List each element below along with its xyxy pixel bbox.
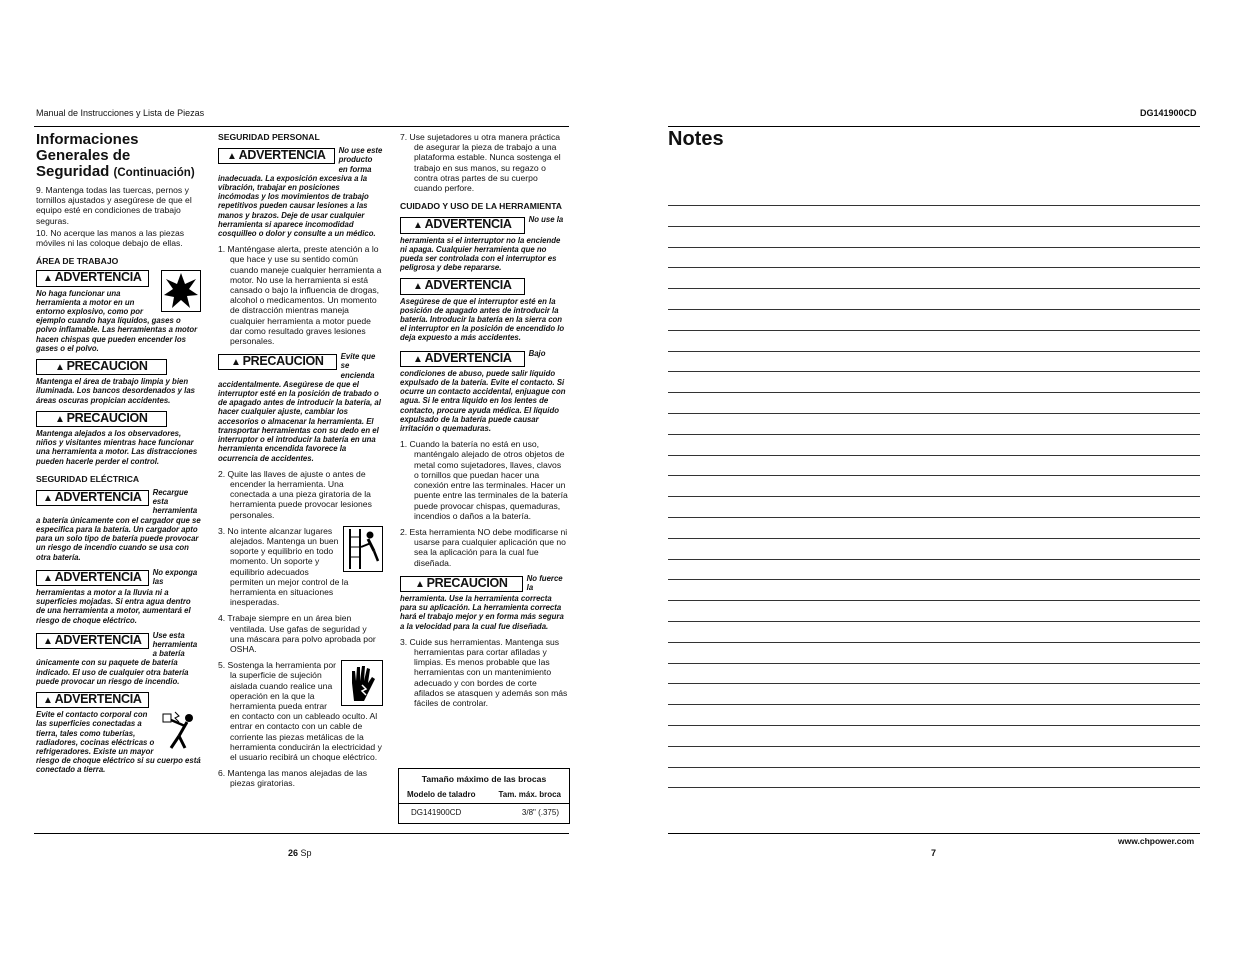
- notes-line: [668, 579, 1200, 580]
- warning-block: [36, 270, 201, 353]
- table-header: [399, 790, 569, 799]
- notes-line: [668, 351, 1200, 352]
- title-main: Informaciones Generales de Seguridad: [36, 131, 139, 180]
- list-item: 4. Trabaje siempre en un área bien ventilada. Use gafas de seguridad y una máscara para polvo aprobada por OSHA.: [218, 613, 376, 654]
- notes-line: [668, 725, 1200, 726]
- warning-block: [36, 488, 201, 562]
- list-item: 3. No intente alcanzar lugares alejados. Mantenga un buen soporte y equilibrio en todo momento. Un soporte y equilibrio adecuados permiten un mejor control de la herramienta en situaciones inesperadas.: [218, 525, 349, 608]
- notes-line: [668, 621, 1200, 622]
- top-rule-left: [34, 126, 569, 127]
- warning-block: [400, 349, 568, 434]
- notes-line: [668, 746, 1200, 747]
- warning-text: No use este producto en forma inadecuada. La exposición excesiva a la vibración, trabajar en posiciones incómodas y los movimientos de trabajo repetitivos pueden causar lesiones a las manos y brazos. Deje de usar cualquier herramienta si aparece incomodidad cosquilleo o dolor y consulte a un médico.: [218, 146, 383, 239]
- bottom-rule-right: [668, 833, 1200, 834]
- warning-badge: ▲ ADVERTENCIA: [400, 351, 525, 367]
- notes-line: [668, 205, 1200, 206]
- warning-text: No use la herramienta si el interruptor no la enciende ni apaga. Cualquier herramienta que no pueda ser controlada con el interruptor es peligrosa y debe repararse.: [400, 215, 564, 273]
- caution-text: Mantenga el área de trabajo limpia y bien iluminada. Los bancos desordenados y las áreas oscuras propician accidentes.: [36, 377, 196, 405]
- notes-line: [668, 767, 1200, 768]
- title-continued: (Continuación): [113, 167, 195, 179]
- list-item-with-picture: [218, 526, 383, 608]
- notes-line: [668, 475, 1200, 476]
- list-item: 7. Use sujetadores u otra manera práctica de asegurar la pieza de trabajo a una plataforma estable. Nunca sostenga el trabajo en sus manos, su regazo o contra otras partes de su cuerpo cuando perfore.: [400, 132, 561, 194]
- notes-line: [668, 559, 1200, 560]
- section-care: CUIDADO Y USO DE LA HERRAMIENTA: [400, 201, 563, 212]
- warning-text: Use esta herramienta a batería únicamente con su paquete de batería indicado. El uso de cualquier otra batería puede provocar un riesgo de incendio.: [36, 630, 198, 686]
- warning-block: [400, 215, 568, 272]
- list-item: 10. No acerque las manos a las piezas móviles ni las coloque debajo de ellas.: [36, 227, 185, 249]
- notes-line: [668, 226, 1200, 227]
- warning-block: [36, 568, 201, 625]
- left-page-number: 26 Sp: [288, 848, 312, 858]
- list-item: 9. Mantenga todas las tuercas, pernos y tornillos ajustados y asegúrese de que el equipo esté en condiciones de trabajo seguras.: [36, 185, 192, 226]
- warning-block: [36, 692, 201, 775]
- warning-block: [36, 631, 201, 686]
- caution-badge: ▲ PRECAUCION: [218, 354, 337, 370]
- table-title: Tamaño máximo de las brocas: [421, 774, 547, 784]
- caution-text: Evite que se encienda accidentalmente. Asegúrese de que el interruptor esté en la posición de trabado o de apagado antes de introducir la batería, al hacer cualquier ajuste, cambiar los accesorios o almacenar la herramienta. El transportar herramientas con su dedo en el interruptor o el introducir la batería en una herramienta encendida favorece la ocurrencia de accidentes.: [218, 352, 381, 463]
- section-electric: SEGURIDAD ELÉCTRICA: [36, 473, 140, 484]
- list-item: 2. Esta herramienta NO debe modificarse ni usarse para cualquier aplicación que no sea la aplicación para la cual fue diseñada.: [400, 526, 568, 568]
- electric-shock-icon: [161, 710, 201, 752]
- list-item: 1. Cuando la batería no está en uso, manténgalo alejado de otros objetos de metal como sujetadores, llaves, clavos o tornillos que puedan hacer una conexión entre las terminales. Hacer un puente entre las terminales de la batería puede provocar chispas, quemaduras, incendios o daños a la batería.: [400, 439, 568, 521]
- caution-text: Mantenga alejados a los observadores, niños y visitantes mientras hace funcionar una herramienta a motor. Las distracciones pueden hacerle perder el control.: [36, 429, 198, 466]
- right-page-number: 7: [931, 848, 937, 858]
- page-title: [36, 132, 201, 181]
- notes-line: [668, 247, 1200, 248]
- footer-url: www.chpower.com: [1118, 836, 1195, 846]
- list-item: 1. Manténgase alerta, preste atención a lo que hace y use su sentido común cuando maneje cualquier herramienta a motor. No use la herramienta si está cansado o bajo la influencia de drogas, alcohol o medicamentos. Un momento de distracción mientras maneja cualquier herramienta a motor puede dar como resultado graves lesiones personales.: [218, 244, 382, 347]
- explosion-icon: [161, 270, 201, 312]
- section-personal: SEGURIDAD PERSONAL: [218, 132, 320, 142]
- notes-line: [668, 455, 1200, 456]
- list-item-with-picture: [218, 660, 383, 762]
- left-column-2: [218, 132, 383, 795]
- notes-line: [668, 663, 1200, 664]
- notes-line: [668, 434, 1200, 435]
- notes-line: [668, 288, 1200, 289]
- bottom-rule-left: [34, 833, 569, 834]
- notes-line: [668, 392, 1200, 393]
- header-model-number: DG141900CD: [1140, 108, 1197, 118]
- caution-badge: ▲ PRECAUCION: [36, 359, 167, 375]
- left-column-3: [400, 132, 568, 714]
- caution-block: [400, 574, 568, 631]
- warning-text: No exponga las herramientas a motor a la lluvia ni a superficies mojadas. Si entra agua dentro de una herramienta a motor, aumentará el riesgo de choque eléctrico.: [36, 567, 198, 625]
- caution-block: [218, 352, 383, 462]
- hand-shock-icon: [341, 660, 383, 706]
- caution-block: [36, 411, 201, 466]
- notes-line: [668, 496, 1200, 497]
- warning-badge: ▲ ADVERTENCIA: [400, 217, 525, 233]
- table-header-size: Tam. máx. broca: [498, 790, 561, 799]
- list-item: 2. Quite las llaves de ajuste o antes de encender la herramienta. Una conectada a una pieza giratoria de la herramienta puede provocar lesiones personales.: [218, 468, 372, 520]
- notes-line: [668, 683, 1200, 684]
- list-item: 3. Cuide sus herramientas. Mantenga sus herramientas para cortar afiladas y limpias. Es menos probable que las herramientas con un mantenimiento adecuado y con bordes de corte afilados se atasquen y además son más fáciles de controlar.: [400, 636, 568, 708]
- drill-bit-table: [398, 768, 570, 824]
- notes-line: [668, 538, 1200, 539]
- warning-block: [218, 146, 383, 238]
- top-rule-right: [668, 126, 1200, 127]
- section-area: ÁREA DE TRABAJO: [36, 256, 119, 267]
- header-manual-title: Manual de Instrucciones y Lista de Piezas: [36, 108, 205, 118]
- warning-badge: ▲ ADVERTENCIA: [218, 148, 335, 164]
- notes-line: [668, 787, 1200, 788]
- caution-badge: ▲ PRECAUCION: [36, 411, 167, 427]
- warning-text: Evite el contacto corporal con las superficies conectadas a tierra, tales como tuberías, radiadores, cocinas eléctricas o refrigeradores. Existe un mayor riesgo de choque eléctrico si su cuerpo está conectado a tierra.: [36, 710, 201, 775]
- notes-line: [668, 330, 1200, 331]
- caution-badge: ▲ PRECAUCION: [400, 576, 523, 592]
- notes-line: [668, 371, 1200, 372]
- table-row: [399, 803, 569, 821]
- warning-badge: ▲ ADVERTENCIA: [36, 490, 149, 506]
- warning-badge: ▲ ADVERTENCIA: [36, 633, 149, 649]
- notes-line: [668, 642, 1200, 643]
- warning-badge: ▲ ADVERTENCIA: [36, 270, 149, 286]
- ladder-icon: [343, 526, 383, 572]
- notes-line: [668, 704, 1200, 705]
- list-item: 6. Mantenga las manos alejadas de las piezas giratorias.: [218, 768, 368, 789]
- warning-text: Bajo condiciones de abuso, puede salir líquido expulsado de la batería. Evite el contacto. Si ocurre un contacto accidental, enjuague con agua. Si le entra líquido en los lentes de contacto, procure ayuda médica. El líquido expulsado de la batería puede causar irritación o quemaduras.: [400, 348, 566, 434]
- table-header-model: Modelo de taladro: [407, 790, 476, 799]
- notes-line: [668, 309, 1200, 310]
- warning-badge: ▲ ADVERTENCIA: [400, 278, 525, 294]
- notes-line: [668, 600, 1200, 601]
- table-cell-model: DG141900CD: [411, 808, 462, 817]
- notes-line: [668, 517, 1200, 518]
- warning-text: No haga funcionar una herramienta a motor en un entorno explosivo, como por ejemplo cuando haya líquidos, gases o polvo inflamable. Las herramientas a motor hacen chispas que pueden encender los gases o el polvo.: [36, 288, 198, 353]
- warning-text: Asegúrese de que el interruptor esté en la posición de apagado antes de introducir la batería. Introducir la batería en la sierra con el interruptor en la posición de encendido lo deja expuesto a más accidentes.: [400, 296, 565, 343]
- caution-text: No fuerce la herramienta. Use la herramienta correcta para su aplicación. La herramienta correcta hará el trabajo mejor y en forma más segura a la velocidad para la cual fue diseñada.: [400, 573, 564, 631]
- warning-badge: ▲ ADVERTENCIA: [36, 692, 149, 708]
- table-cell-size: 3/8" (.375): [521, 808, 559, 817]
- warning-badge: ▲ ADVERTENCIA: [36, 570, 149, 586]
- notes-line: [668, 267, 1200, 268]
- warning-block: [400, 278, 568, 342]
- notes-title: Notes: [668, 128, 724, 150]
- warning-text: Recargue esta herramienta a batería únicamente con el cargador que se especifica para la batería. Un cargador apto para un solo tipo de batería puede provocar un riesgo de incendio cuando se usa con otra batería.: [36, 488, 201, 562]
- left-column-1: [36, 132, 201, 781]
- notes-line: [668, 413, 1200, 414]
- caution-block: [36, 359, 201, 405]
- list-item: 5. Sostenga la herramienta por la superficie de sujeción aislada cuando realice una operación en la que la herramienta pueda entrar en contacto con un cableado oculto. Al entrar en contacto con un cable de corriente las piezas metálicas de la herramienta conducirán la electricidad y el usuario recibirá un choque eléctrico.: [218, 660, 382, 762]
